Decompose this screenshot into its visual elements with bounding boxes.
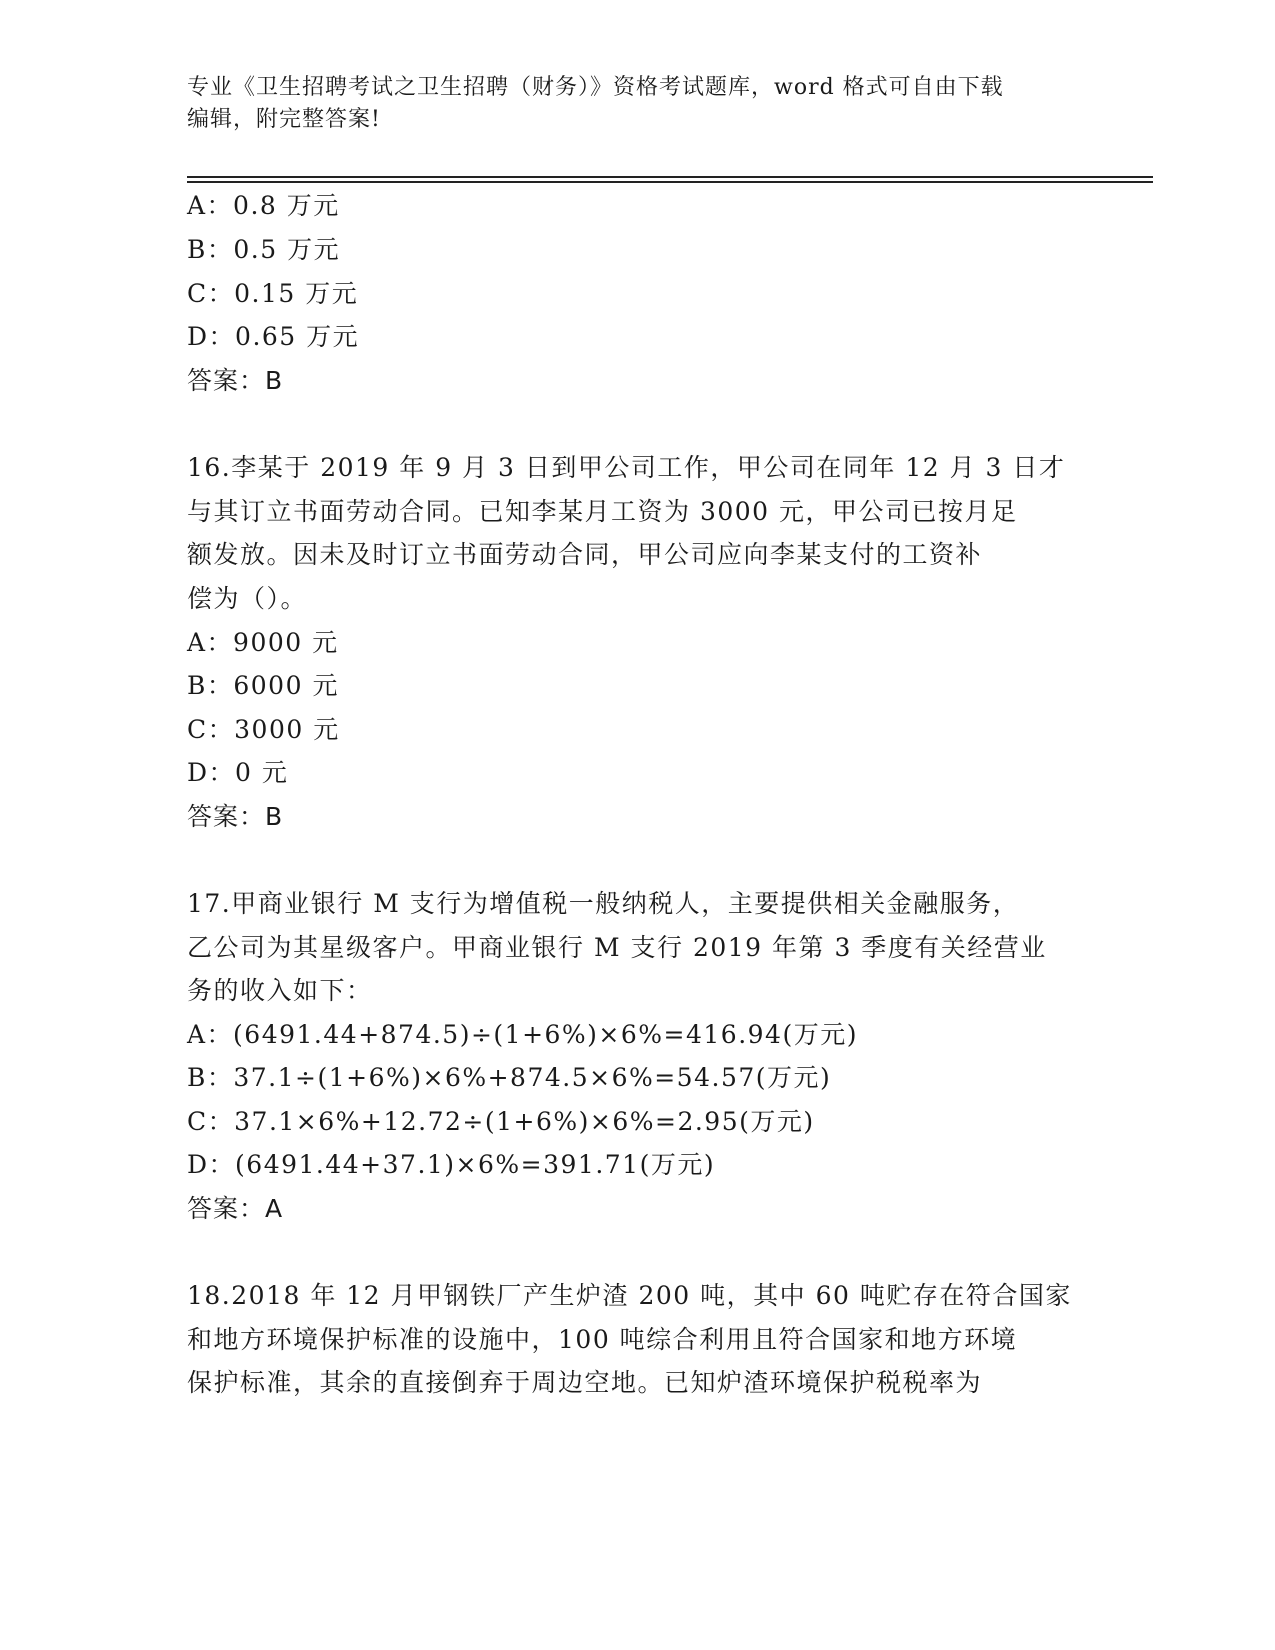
- q16-stem-line-4: 偿为（）。: [187, 584, 308, 613]
- q16-option-d: D：0 元: [187, 758, 289, 787]
- q16-stem-line-2: 与其订立书面劳动合同。已知李某月工资为 3000 元，甲公司已按月足: [187, 497, 1018, 526]
- header-line-2: 编辑，附完整答案!: [187, 107, 381, 132]
- q16-option-a: A：9000 元: [187, 628, 339, 657]
- q15-option-d: D：0.65 万元: [187, 322, 360, 351]
- q15-option-a: A：0.8 万元: [187, 191, 340, 220]
- q17-option-d: D：(6491.44+37.1)×6%=391.71(万元): [187, 1150, 716, 1179]
- q16-option-b: B：6000 元: [187, 671, 339, 700]
- header-line-1: 专业《卫生招聘考试之卫生招聘（财务）》资格考试题库，word 格式可自由下载: [187, 75, 1004, 100]
- q18-stem-line-1: 18.2018 年 12 月甲钢铁厂产生炉渣 200 吨，其中 60 吨贮存在符合国家: [187, 1281, 1072, 1310]
- q17-stem-line-2: 乙公司为其星级客户。甲商业银行 M 支行 2019 年第 3 季度有关经营业: [187, 933, 1047, 962]
- q18-stem-line-2: 和地方环境保护标准的设施中，100 吨综合利用且符合国家和地方环境: [187, 1325, 1018, 1354]
- q17-option-a: A：(6491.44+874.5)÷(1+6%)×6%=416.94(万元): [187, 1020, 858, 1049]
- q17-stem-line-1: 17.甲商业银行 M 支行为增值税一般纳税人，主要提供相关金融服务，: [187, 889, 1020, 918]
- q16-stem-line-1: 16.李某于 2019 年 9 月 3 日到甲公司工作，甲公司在同年 12 月 3 日才: [187, 453, 1066, 482]
- header-rule-bottom: [187, 181, 1153, 183]
- q17-stem-line-3: 务的收入如下：: [187, 976, 373, 1005]
- q15-option-c: C：0.15 万元: [187, 279, 359, 308]
- q17-option-b: B：37.1÷(1+6%)×6%+874.5×6%=54.57(万元): [187, 1063, 832, 1092]
- q16-option-c: C：3000 元: [187, 715, 340, 744]
- q17-answer: 答案：A: [187, 1194, 284, 1223]
- q18-stem-line-3: 保护标准，其余的直接倒弃于周边空地。已知炉渣环境保护税税率为: [187, 1368, 983, 1397]
- document-header: [187, 72, 1087, 136]
- q15-answer: 答案：B: [187, 366, 284, 395]
- q15-option-b: B：0.5 万元: [187, 235, 341, 264]
- q17-option-c: C：37.1×6%+12.72÷(1+6%)×6%=2.95(万元): [187, 1107, 815, 1136]
- q16-stem-line-3: 额发放。因未及时订立书面劳动合同，甲公司应向李某支付的工资补: [187, 540, 983, 569]
- q16-answer: 答案：B: [187, 802, 284, 831]
- header-rule-top: [187, 176, 1153, 178]
